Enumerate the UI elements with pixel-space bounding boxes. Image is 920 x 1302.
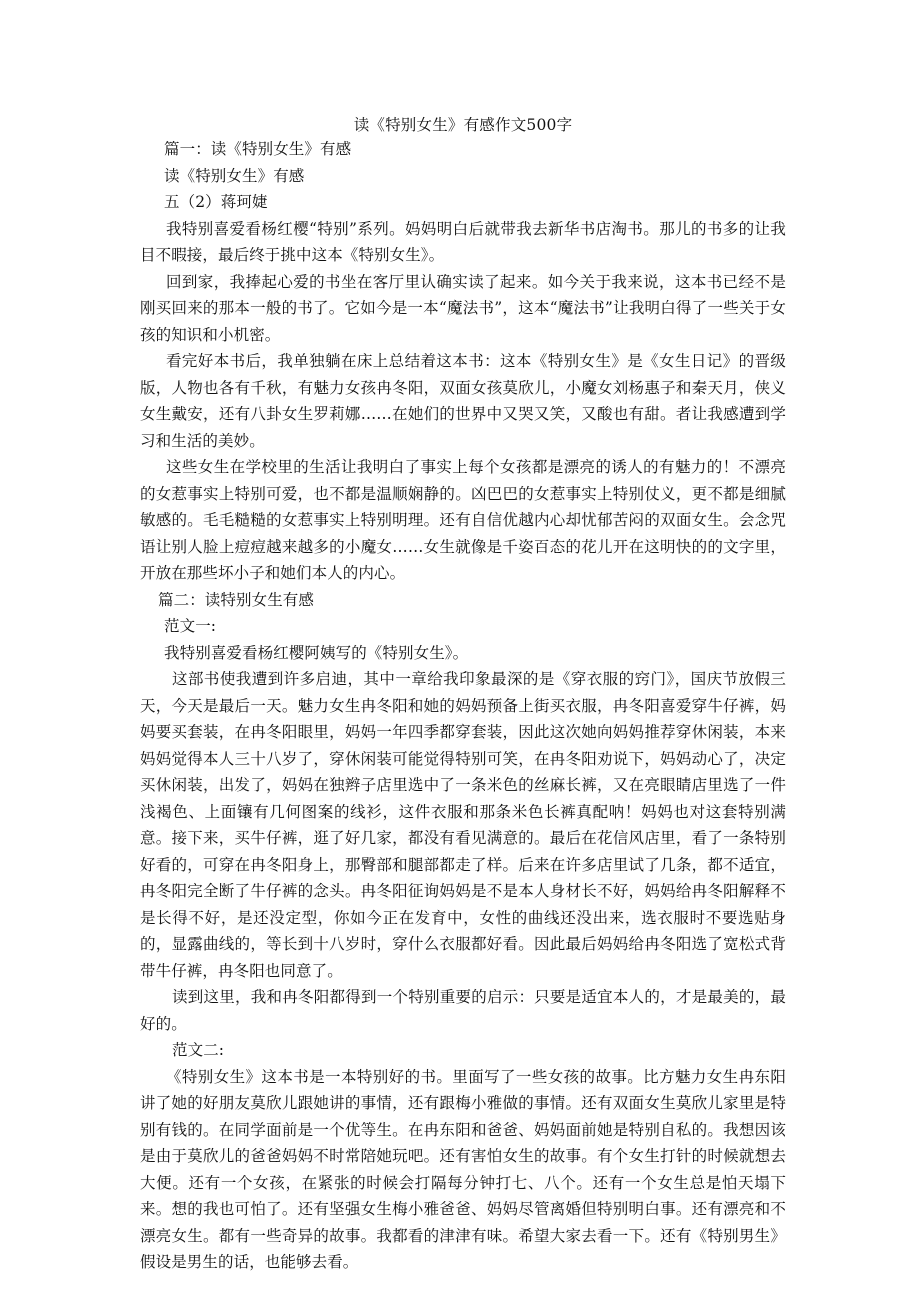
paragraph: 我特别喜爱看杨红樱阿姨写的《特别女生》。 xyxy=(164,643,469,662)
paragraph: 看完好本书后，我单独躺在床上总结着这本书：这本《特别女生》是《女生日记》的晋级版，人物也各有千秋，有魅力女孩冉冬阳，双面女孩莫欣儿，小魔女刘杨惠子和秦天月，侠义女生戴安，还有八卦女生罗莉娜……在她们的世界中又哭又笑，又酸也有甜。者让我感遭到学习和生活的美妙。 xyxy=(140,352,786,450)
sample-heading-1: 范文一: xyxy=(164,617,217,635)
document-title: 读《特别女生》有感作文500字 xyxy=(353,116,573,134)
paragraph: 读到这里，我和冉冬阳都得到一个特别重要的启示：只要是适宜本人的，才是最美的，最好的。 xyxy=(140,988,786,1033)
section-heading-1: 篇一：读《特别女生》有感 xyxy=(164,140,352,158)
paragraph: 这些女生在学校里的生活让我明白了事实上每个女孩都是漂亮的诱人的有魅力的！不漂亮的女惹事实上特别可爱，也不都是温顺娴静的。凶巴巴的女惹事实上特别仗义，更不都是细腻敏感的。毛毛糙糙的女惹事实上特别明理。还有自信优越内心却忧郁苦闷的双面女生。会念咒语让别人脸上痘痘越来越多的小魔女……女生就像是千姿百态的花儿开在这明快的的文字里，开放在那些坏小子和她们本人的内心。 xyxy=(140,458,786,582)
section-heading-2: 篇二：读特别女生有感 xyxy=(158,590,315,609)
author-line: 五（2）蒋珂婕 xyxy=(164,193,268,211)
document-page xyxy=(140,114,786,1276)
sample-heading-2: 范文二: xyxy=(172,1041,225,1059)
paragraph: 《特别女生》这本书是一本特别好的书。里面写了一些女孩的故事。比方魅力女生冉东阳讲了她的好朋友莫欣儿跟她讲的事情，还有跟梅小雅做的事情。还有双面女生莫欣儿家里是特别有钱的。在同学面前是一个优等生。在冉东阳和爸爸、妈妈面前她是特别自私的。我想因该是由于莫欣儿的爸爸妈妈不时常陪她玩吧。还有害怕女生的故事。有个女生打针的时候就想去大便。还有一个女孩，在紧张的时候会打隔每分钟打七、八个。还有一个女生总是怕天塌下来。想的我也可怕了。还有坚强女生梅小雅爸爸、妈妈尽管离婚但特别明白事。还有漂亮和不漂亮女生。都有一些奇异的故事。我都看的津津有味。希望大家去看一下。还有《特别男生》假设是男生的话，也能够去看。 xyxy=(140,1067,786,1271)
paragraph: 回到家，我捧起心爱的书坐在客厅里认确实读了起来。如今关于我来说，这本书已经不是刚买回来的那本一般的书了。它如今是一本“魔法书”，这本“魔法书”让我明白得了一些关于女孩的知识和小机密。 xyxy=(140,272,786,344)
paragraph: 我特别喜爱看杨红樱“特别”系列。妈妈明白后就带我去新华书店淘书。那儿的书多的让我目不暇接，最后终于挑中这本《特别女生》。 xyxy=(140,219,786,264)
paragraph: 这部书使我遭到许多启迪，其中一章给我印象最深的是《穿衣服的窍门》，国庆节放假三天，今天是最后一天。魅力女生冉冬阳和她的妈妈预备上街买衣服，冉冬阳喜爱穿牛仔裤，妈妈要买套装，在冉冬阳眼里，妈妈一年四季都穿套装，因此这次她向妈妈推荐穿休闲装，本来妈妈觉得本人三十八岁了，穿休闲装可能觉得特别可笑，在冉冬阳劝说下，妈妈动心了，决定买休闲装，出发了，妈妈在独辫子店里选中了一条米色的丝麻长裤，又在亮眼睛店里选了一件浅褐色、上面镶有几何图案的线衫，这件衣服和那条米色长裤真配呐！妈妈也对这套特别满意。接下来，买牛仔裤，逛了好几家，都没有看见满意的。最后在花信风店里，看了一条特别好看的，可穿在冉冬阳身上，那臀部和腿部都走了样。后来在许多店里试了几条，都不适宜，冉冬阳完全断了牛仔裤的念头。冉冬阳征询妈妈是不是本人身材长不好，妈妈给冉冬阳解释不是长得不好，是还没定型，你如今正在发育中，女性的曲线还没出来，选衣服时不要选贴身的，显露曲线的，等长到十八岁时，穿什么衣服都好看。因此最后妈妈给冉冬阳选了宽松式背带牛仔裤，冉冬阳也同意了。 xyxy=(140,670,786,980)
article-title: 读《特别女生》有感 xyxy=(164,166,305,185)
